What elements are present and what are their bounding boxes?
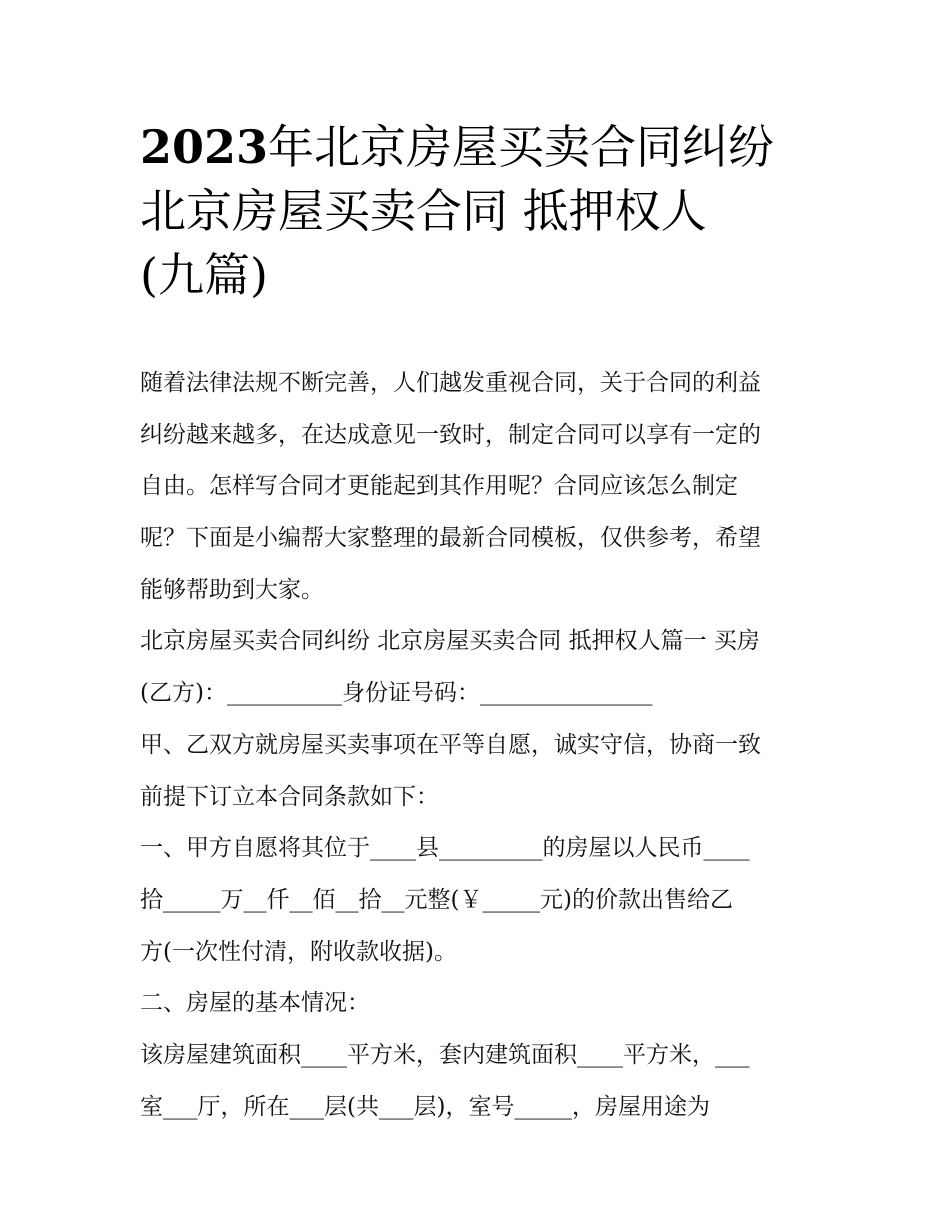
body-line: 二、房屋的基本情况： bbox=[140, 990, 370, 1017]
body-line: 北京房屋买卖合同纠纷 北京房屋买卖合同 抵押权人篇一 买房 bbox=[140, 628, 760, 655]
document-body bbox=[140, 358, 820, 1133]
body-line: 室___厅，所在___层(共___层)，室号_____，房屋用途为 bbox=[140, 1093, 710, 1120]
title-line-3: (九篇) bbox=[140, 248, 268, 302]
body-line: 前提下订立本合同条款如下： bbox=[140, 783, 439, 810]
document-title bbox=[140, 115, 820, 307]
body-line: 纠纷越来越多，在达成意见一致时，制定合同可以享有一定的 bbox=[140, 421, 761, 448]
title-line-1-text: 年北京房屋买卖合同纠纷 bbox=[268, 120, 775, 174]
body-line: 随着法律法规不断完善，人们越发重视合同，关于合同的利益 bbox=[140, 370, 761, 396]
body-line: 拾_____万__仟__佰__拾__元整(￥_____元)的价款出售给乙 bbox=[140, 886, 733, 913]
body-line: 呢？下面是小编帮大家整理的最新合同模板，仅供参考，希望 bbox=[140, 525, 761, 552]
body-line: 该房屋建筑面积____平方米，套内建筑面积____平方米，___ bbox=[140, 1041, 750, 1068]
body-line: 甲、乙双方就房屋买卖事项在平等自愿，诚实守信，协商一致 bbox=[140, 731, 761, 758]
title-line-1 bbox=[140, 115, 820, 179]
body-line: 方(一次性付清，附收款收据)。 bbox=[140, 938, 457, 965]
body-line: 一、甲方自愿将其位于____县_________的房屋以人民币____ bbox=[140, 835, 750, 862]
title-year: 2023 bbox=[140, 120, 269, 174]
body-line: (乙方)：__________身份证号码：_______________ bbox=[140, 680, 653, 707]
body-line: 能够帮助到大家。 bbox=[140, 576, 324, 603]
body-line: 自由。怎样写合同才更能起到其作用呢？合同应该怎么制定 bbox=[140, 473, 738, 500]
title-line-2: 北京房屋买卖合同 抵押权人 bbox=[140, 184, 707, 238]
